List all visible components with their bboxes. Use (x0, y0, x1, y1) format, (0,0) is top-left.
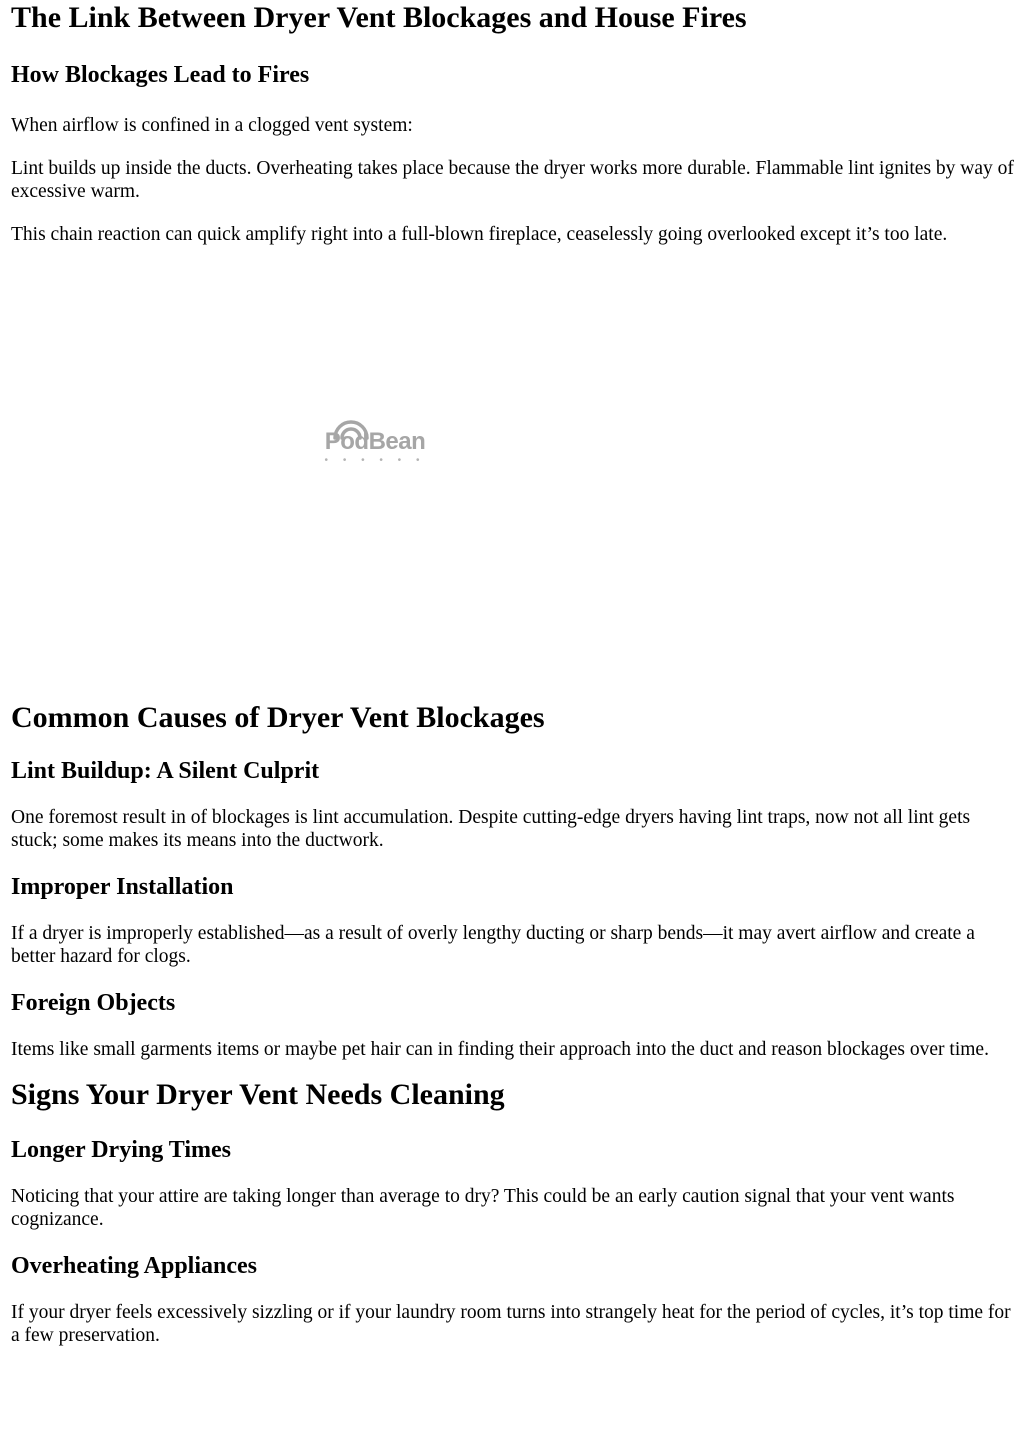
subheading-lint-buildup: Lint Buildup: A Silent Culprit (11, 758, 320, 784)
subheading-improper-installation: Improper Installation (11, 874, 234, 900)
section-title-common-causes: Common Causes of Dryer Vent Blockages (11, 701, 545, 734)
paragraph-overheating-appliances: If your dryer feels excessively sizzling or if your laundry room turns into strangely heat for the period of cycles, it’s top time for a few preservation. (11, 1302, 1011, 1346)
podcast-wifi-icon (331, 416, 371, 440)
paragraph-chain: Lint builds up inside the ducts. Overheating takes place because the dryer works more durable. Flammable lint ignites by way of excessive warm. (11, 158, 1014, 202)
paragraph-intro: When airflow is confined in a clogged vent system: (11, 115, 413, 136)
podbean-logo (320, 428, 430, 466)
section-title-dryer-vent-fires: The Link Between Dryer Vent Blockages and House Fires (11, 1, 747, 34)
paragraph-improper-installation: If a dryer is improperly established—as a result of overly lengthy ducting or sharp bends—it may avert airflow and create a better hazard for clogs. (11, 923, 975, 967)
subheading-foreign-objects: Foreign Objects (11, 990, 176, 1016)
paragraph-lint-buildup: One foremost result in of blockages is lint accumulation. Despite cutting-edge dryers having lint traps, now not all lint gets stuck; some makes its means into the ductwork. (11, 807, 971, 851)
section-title-signs-cleaning: Signs Your Dryer Vent Needs Cleaning (11, 1078, 505, 1111)
paragraph-foreign-objects: Items like small garments items or maybe pet hair can in finding their approach into the duct and reason blockages over time. (11, 1039, 989, 1060)
podbean-logo-text: PodBean (324, 428, 426, 455)
subheading-blockages-lead-to-fires: How Blockages Lead to Fires (11, 62, 310, 88)
subheading-longer-drying-times: Longer Drying Times (11, 1137, 232, 1163)
loading-dots: • • • • • • (324, 455, 426, 466)
paragraph-longer-drying-times: Noticing that your attire are taking longer than average to dry? This could be an early caution signal that your vent wants cognizance. (11, 1186, 955, 1230)
paragraph-warning: This chain reaction can quick amplify right into a full-blown fireplace, ceaselessly going overlooked except it’s too late. (11, 224, 948, 245)
podbean-embed-player[interactable] (11, 246, 731, 676)
subheading-overheating-appliances: Overheating Appliances (11, 1253, 258, 1279)
